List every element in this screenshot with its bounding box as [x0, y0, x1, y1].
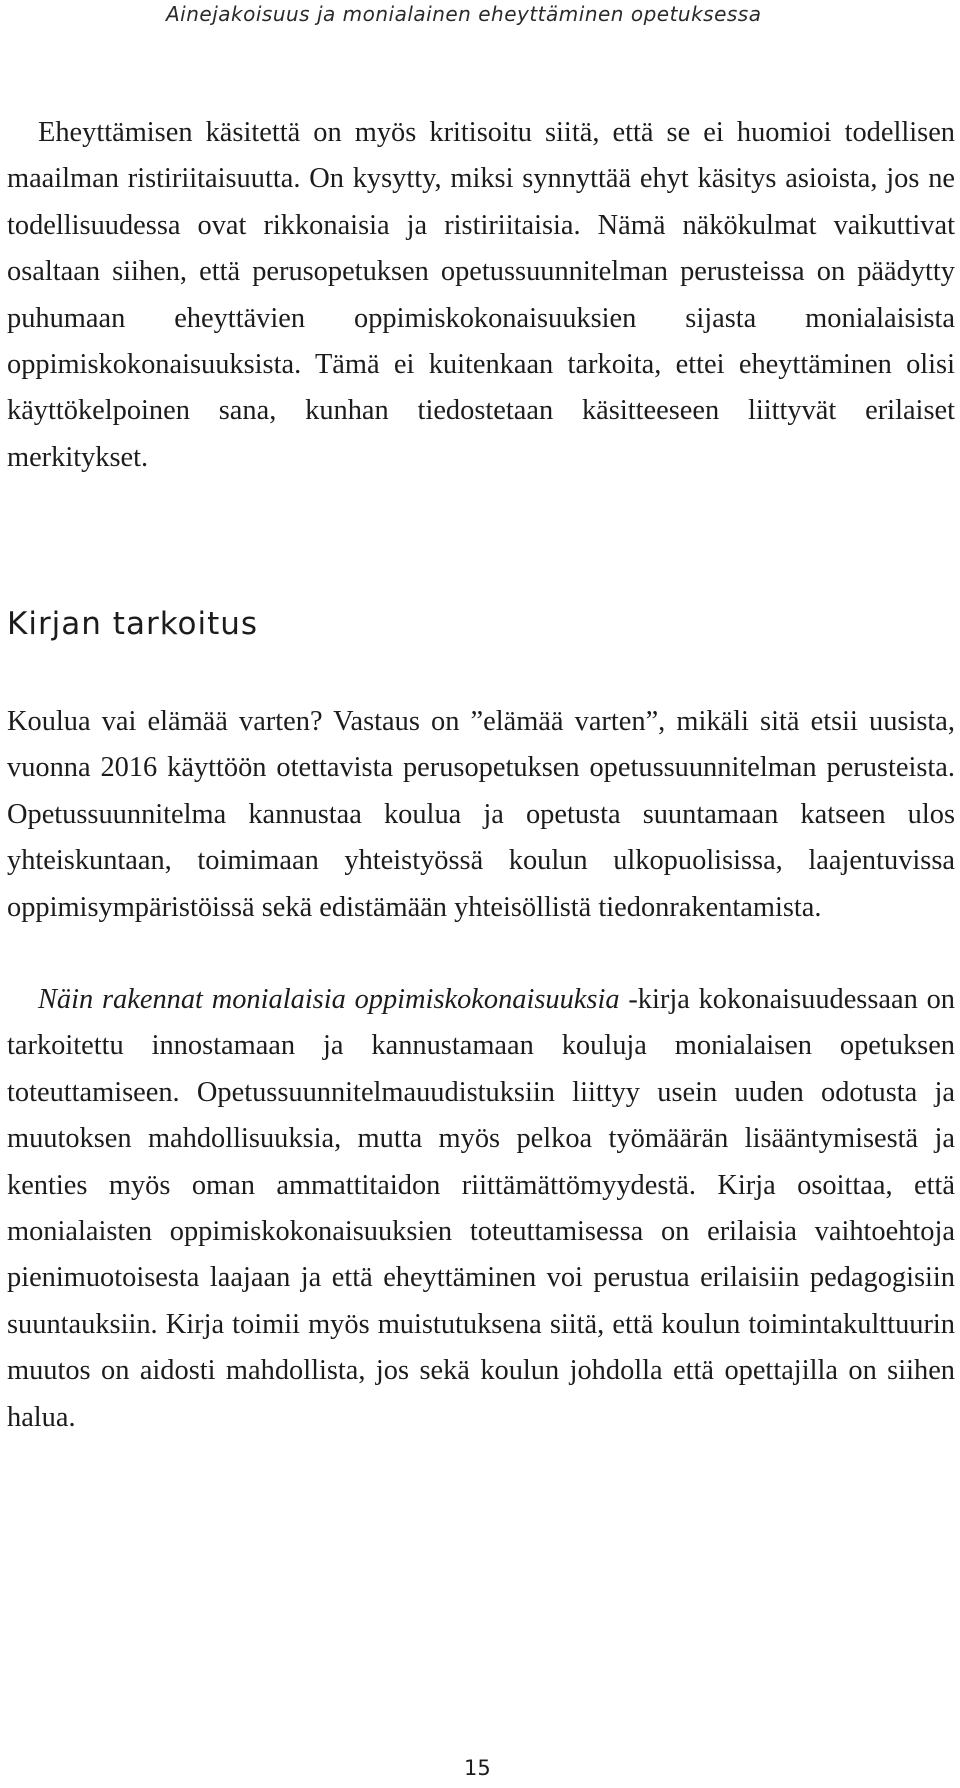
page-number: 15: [464, 1756, 491, 1780]
body-paragraph-3: [7, 977, 955, 1441]
body-paragraph-2: Koulua vai elämää varten? Vastaus on ”elämää varten”, mikäli sitä etsii uusista, vuonna 2016 käyttöön otettavista perusopetuksen opetussuunnitelman perusteista. Opetussuunnitelma kannustaa koulua ja opetusta suuntamaan katseen ulos yhteiskuntaan, toimimaan yhteistyössä koulun ulkopuolisissa, laajentuvissa oppimisympäristöissä sekä edistämään yhteisöllistä tiedonrakentamista.: [7, 706, 955, 923]
body-paragraph-3-text: -kirja kokonaisuudessaan on tarkoitettu innostamaan ja kannustamaan kouluja monialaisen opetuksen toteuttamiseen. Opetussuunnitelmauudistuksiin liittyy usein uuden odotusta ja muutoksen mahdollisuuksia, mutta myös pelkoa työmäärän lisääntymisestä ja kenties myös oman ammattitaidon riittämättömyydestä. Kirja osoittaa, että monialaisten oppimiskokonaisuuksien toteuttamisessa on erilaisia vaihtoehtoja pienimuotoisesta laajaan ja että eheyttäminen voi perustua erilaisiin pedagogisiin suuntauksiin. Kirja toimii myös muistutuksena siitä, että koulun toimintakulttuurin muutos on aidosti mahdollista, jos sekä koulun johdolla että opettajilla on siihen halua.: [7, 984, 955, 1433]
running-head: Ainejakoisuus ja monialainen eheyttäminen opetuksessa: [166, 2, 762, 26]
body-paragraph-1: Eheyttämisen käsitettä on myös kritisoitu siitä, että se ei huomioi todellisen maailman ristiriitaisuutta. On kysytty, miksi synnyttää ehyt käsitys asioista, jos ne todellisuudessa ovat rikkonaisia ja ristiriitaisia. Nämä näkökulmat vaikuttivat osaltaan siihen, että perusopetuksen opetussuunnitelman perusteissa on päädytty puhumaan eheyttävien oppimiskokonaisuuksien sijasta monialaisista oppimiskokonaisuuksista. Tämä ei kuitenkaan tarkoita, ettei eheyttäminen olisi käyttökelpoinen sana, kunhan tiedostetaan käsitteeseen liittyvät erilaiset merkitykset.: [7, 117, 955, 473]
section-heading: Kirjan tarkoitus: [7, 606, 259, 642]
book-title: Näin rakennat monialaisia oppimiskokonaisuuksia: [38, 984, 620, 1015]
